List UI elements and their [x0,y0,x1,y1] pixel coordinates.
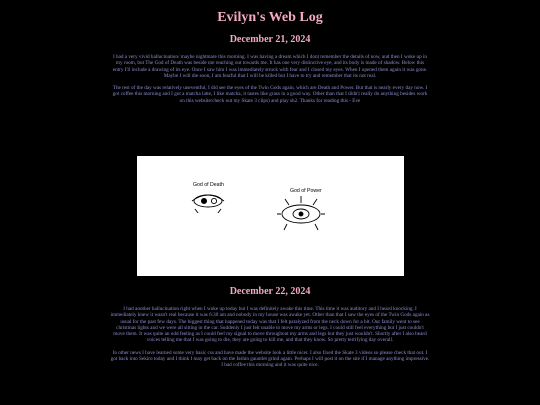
post-entry [0,286,540,369]
site-title: Evilyn's Web Log [217,10,323,25]
post-paragraph: The rest of the day was relatively uneventful, I did see the eyes of the Twin Gods again, which are Death and Power. But that is nearly every day now. I got coffee this morning and I got a matcha latte, I like matcha, it tastes like grass in a good way. Other than that I didn't really do anything besides work on this website/check out my Skate 3 clips) and play sh2. Thanks for reading this - Eve [112,85,428,104]
god-of-death-label: God of Death [193,182,224,188]
post-entry [0,34,540,104]
god-eyes-drawing [137,156,404,276]
post-paragraph: I had another hallucination right when I woke up today but I was definitely awake this time. This time it was auditory and I heard knocking. I immediately knew it wasn't real because it was 6:30 am and nobody in my house was awake yet. Other than that I saw the eyes of the Twin Gods again as usual for the past few days. The biggest thing that happened today was that I felt paralyzed from the neck down for a bit. Our family went to see christmas lights and we were all sitting in the car. Suddenly I just felt unable to move my arms or legs. I could still feel everything but I just couldn't move them. It was quite an odd feeling as I could feel my signal to move throughout my arms and legs but they just wouldn't. Shortly after I also heard voices telling me that I was going to die, they are going to kill me, and that they know. So pretty terrifying day overall. [110,306,430,344]
drawing-canvas [137,156,404,276]
god-of-power-label: God of Power [290,188,322,194]
god-of-death-eye-icon [192,195,224,213]
post-date: December 22, 2024 [229,286,311,297]
post-paragraph: I had a very vivid hallucination/ maybe nightmare this morning. I was having a dream which I dont remember the details of now, and then I woke up in my room, but The God of Death was beside me reaching out towards me. It has one very distinctive eye, and its body is made of shadow. Below this entry I'll include a drawing of its eye. Once I saw him I was immediately struck with fear and I closed my eyes. When I opened them again it was gone. Maybe I will die soon, I am fearful that I will be killed but I have to try and remember that its not real. [112,54,428,79]
post-date: December 21, 2024 [229,34,311,45]
post-paragraph: In other news I have learned some very basic css and have made the website look a little nicer. I also fixed the Skate 3 videos so please check that out. I got back into Sekiro today and I think I may get back on the Isshin gauntlet grind again. Perhaps I will post it on the site if I manage anything impressive. I had coffee this morning and it was quite nice. [110,349,430,369]
god-of-power-eye-icon [277,196,325,230]
